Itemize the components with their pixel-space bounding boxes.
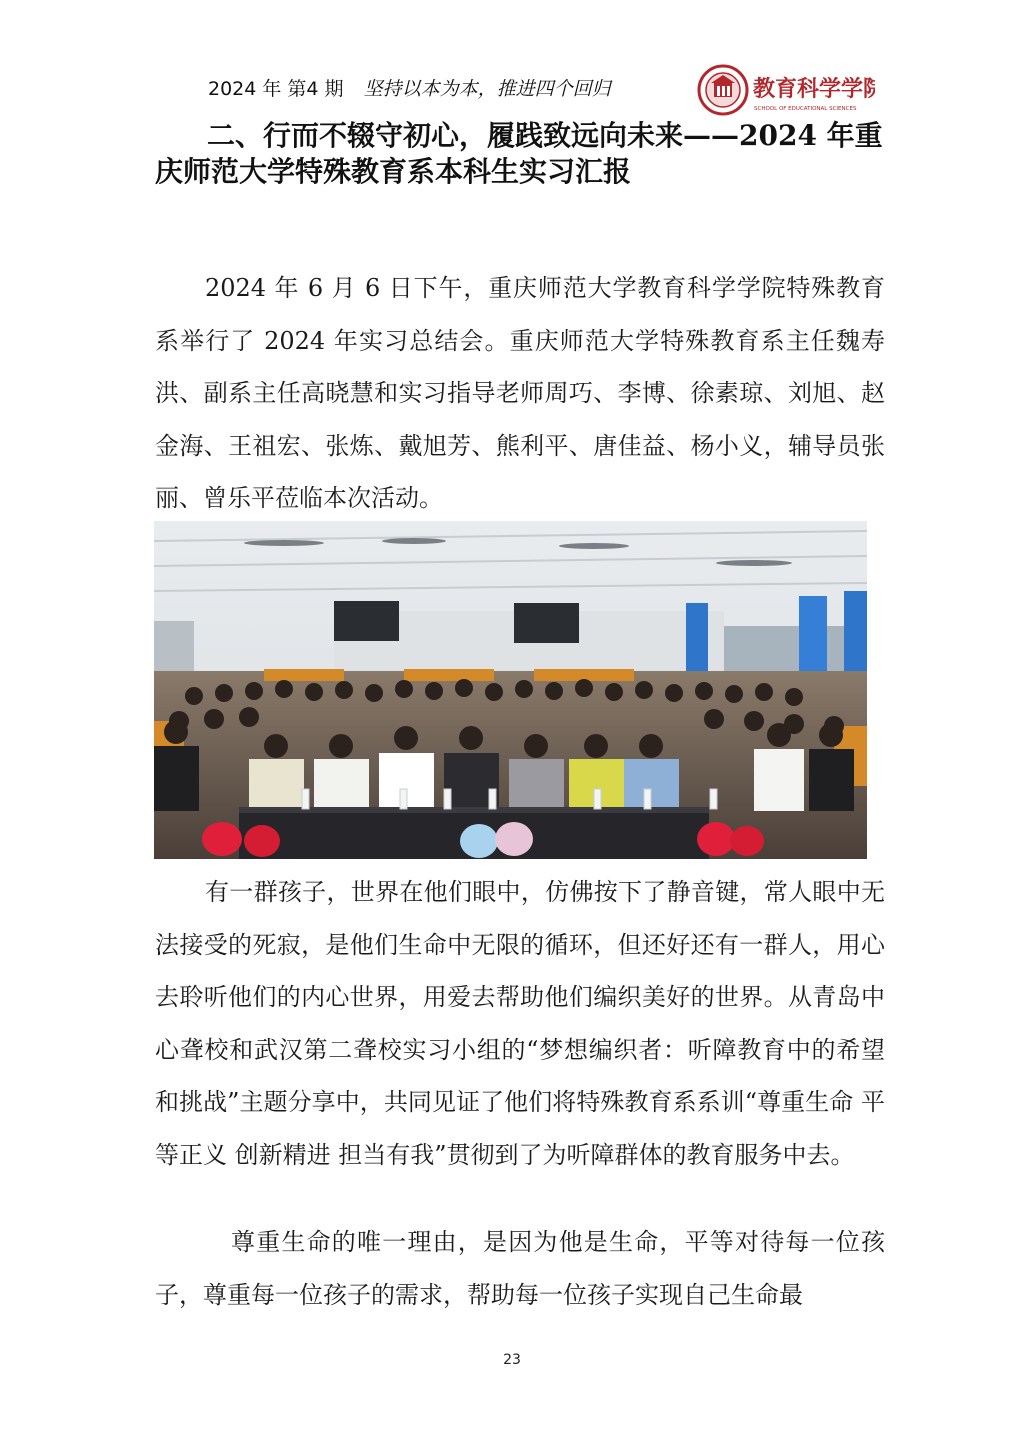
issue-label: 2024 年 第4 期 xyxy=(208,78,344,100)
running-header xyxy=(208,77,611,101)
journal-tagline: 坚持以本为本，推进四个回归 xyxy=(363,78,611,100)
paragraph-intro: 2024 年 6 月 6 日下午，重庆师范大学教育科学学院特殊教育系举行了 2024 年实习总结会。重庆师范大学特殊教育系主任魏寿洪、副系主任高晓慧和实习指导老师周巧、李博、徐素琼、刘旭、赵金海、王祖宏、张炼、戴旭芳、熊利平、唐佳益、杨小义，辅导员张丽、曾乐平莅临本次活动。 xyxy=(155,274,885,512)
paragraph-body: 有一群孩子，世界在他们眼中，仿佛按下了静音键，常人眼中无法接受的死寂，是他们生命中无限的循环，但还好还有一群人，用心去聆听他们的内心世界，用爱去帮助他们编织美好的世界。从青岛中心聋校和武汉第二聋校实习小组的“梦想编织者：听障教育中的希望和挑战”主题分享中，共同见证了他们将特殊教育系系训“尊重生命 平等正义 创新精进 担当有我”贯彻到了为听障群体的教育服务中去。 xyxy=(155,878,885,1169)
logo-wordmark: 教育科学学院 xyxy=(753,76,875,102)
article-title: 二、行而不辍守初心，履践致远向未来——2024 年重庆师范大学特殊教育系本科生实习汇报 xyxy=(155,119,883,188)
school-emblem-icon xyxy=(697,64,875,116)
group-photo xyxy=(154,521,867,859)
paragraph-continued: 尊重生命的唯一理由，是因为他是生命，平等对待每一位孩子，尊重每一位孩子的需求，帮助每一位孩子实现自己生命最 xyxy=(155,1228,885,1309)
logo-subtitle: SCHOOL OF EDUCATIONAL SCIENCES xyxy=(754,106,857,112)
page-number: 23 xyxy=(503,1352,521,1368)
lecture-hall-photo xyxy=(154,521,867,859)
school-logo xyxy=(697,64,875,116)
